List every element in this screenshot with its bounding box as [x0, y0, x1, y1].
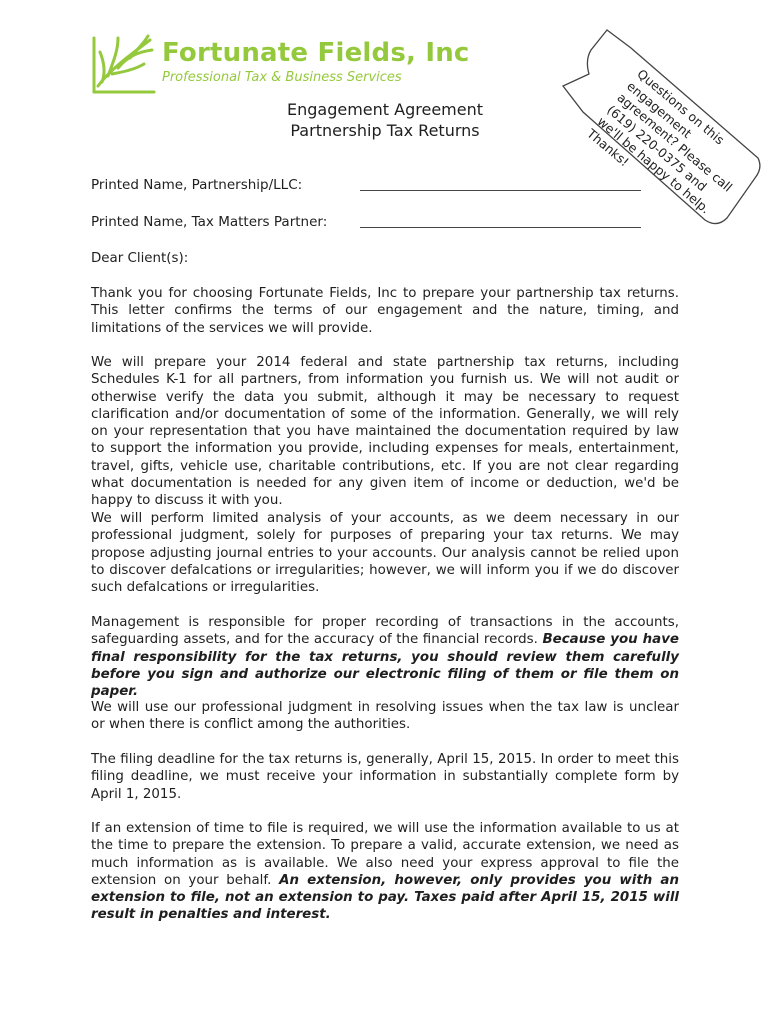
title-line-2: Partnership Tax Returns [290, 121, 480, 140]
paragraph [91, 510, 679, 596]
salutation: Dear Client(s): [91, 251, 189, 266]
paragraph [91, 285, 679, 337]
paragraph [91, 699, 679, 734]
paragraph [91, 614, 679, 700]
company-name: Fortunate Fields, Inc [162, 38, 470, 68]
paragraph [91, 751, 679, 803]
leaf-hand-icon [88, 30, 160, 98]
callout-text: Questions on this engagement agreement? Please call (619) 220-0375 and we'll be happy to help. Thanks! [584, 66, 736, 217]
partnership-name-input[interactable] [360, 190, 641, 191]
paragraph [91, 820, 679, 924]
title-line-1: Engagement Agreement [287, 100, 483, 119]
paragraph-text: We will prepare your 2014 federal and state partnership tax returns, including Schedules K-1 for all partners, from information you furnish us. We will not audit or otherwise verify the data you submit, although it may be necessary to request clarification and/or documentation of some of the information. Generally, we will rely on your representation that you have maintained the documentation required by law to support the information you provide, including expenses for meals, entertainment, travel, gifts, vehicle use, charitable contributions, etc. If you are not clear regarding what documentation is needed for any given item of income or deduction, we'd be happy to discuss it with you. [91, 355, 679, 509]
field-partnership-name [91, 177, 641, 197]
tax-matters-partner-input[interactable] [360, 227, 641, 228]
field-label: Printed Name, Partnership/LLC: [91, 177, 303, 193]
paragraph-text: We will use our professional judgment in resolving issues when the tax law is unclear or when there is conflict among the authorities. [91, 700, 679, 733]
paragraph-text: If an extension of time to file is required, we will use the information available to us at the time to prepare the extension. To prepare a valid, accurate extension, we need as much information as is available. We also need your express approval to file the extension on your behalf. [91, 821, 679, 888]
field-tax-matters-partner [91, 214, 641, 234]
paragraph-text: We will perform limited analysis of your accounts, as we deem necessary in our professional judgment, solely for purposes of preparing your tax returns. We may propose adjusting journal entries to your accounts. Our analysis cannot be relied upon to discover defalcations or irregularities; however, we will inform you if we do discover such defalcations or irregularities. [91, 511, 679, 596]
paragraph-emphasis: An extension, however, only provides you with an extension to file, not an extension to pay. Taxes paid after April 15, 2015 will result in penalties and interest. [91, 872, 679, 923]
paragraph-text: Management is responsible for proper recording of transactions in the accounts, safeguarding assets, and for the accuracy of the financial records. [91, 615, 679, 648]
paragraph-text: The filing deadline for the tax returns is, generally, April 15, 2015. In order to meet this filing deadline, we must receive your information in substantially complete form by April 1, 2015. [91, 752, 679, 802]
paragraph-emphasis: Because you have final responsibility for the tax returns, you should review them carefully before you sign and authorize our electronic filing of them or file them on paper. [91, 632, 680, 700]
paragraph [91, 354, 679, 510]
document-title [200, 99, 570, 141]
field-label: Printed Name, Tax Matters Partner: [91, 214, 328, 230]
company-tagline: Professional Tax & Business Services [162, 70, 402, 85]
paragraph-text: Thank you for choosing Fortunate Fields, Inc to prepare your partnership tax returns. This letter confirms the terms of our engagement and the nature, timing, and limitations of the services we will provide. [91, 286, 679, 336]
